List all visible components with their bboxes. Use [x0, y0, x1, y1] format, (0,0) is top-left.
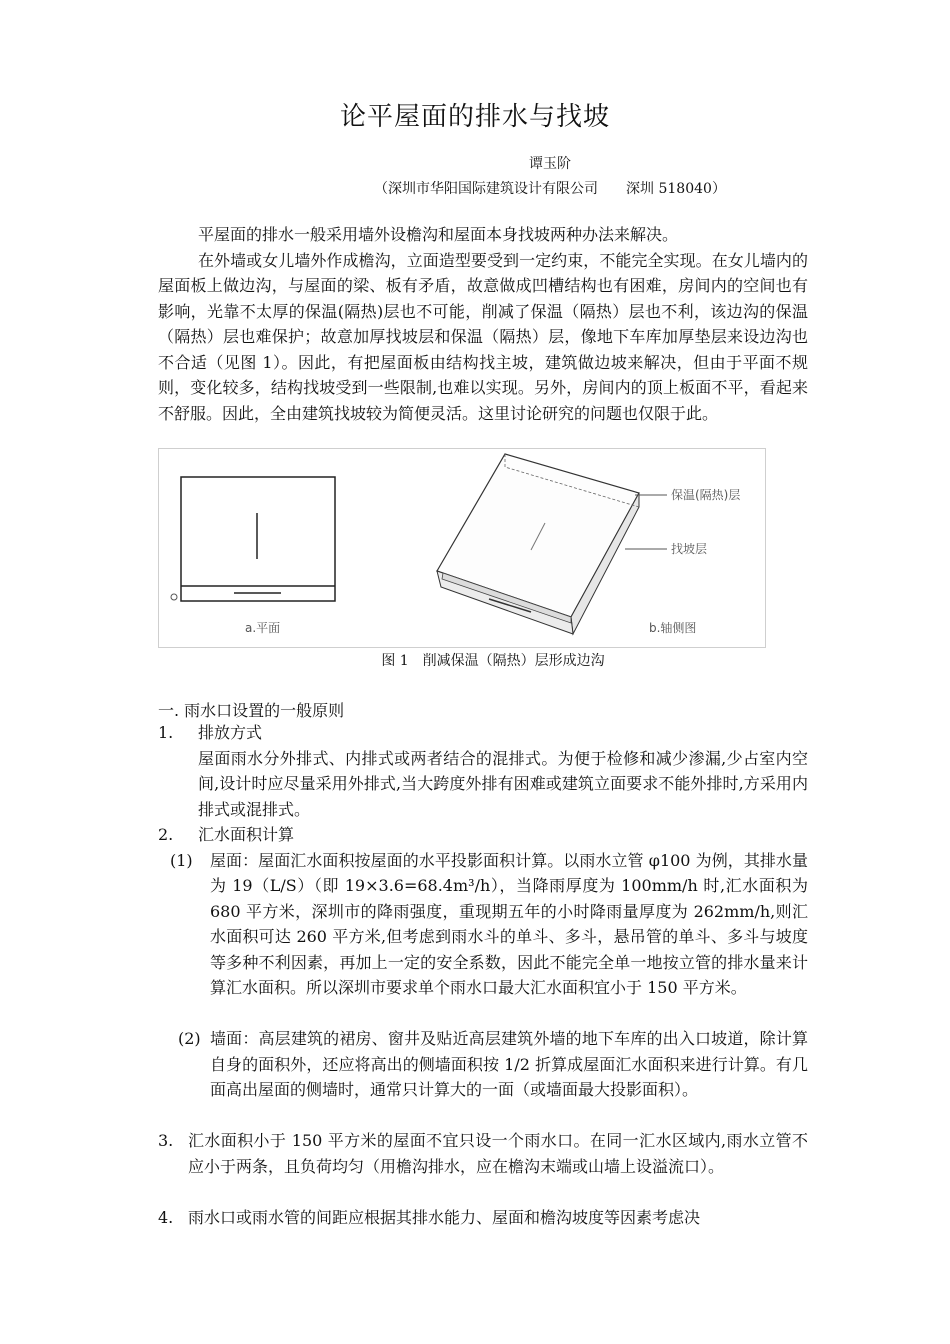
section-1-heading: 一. 雨水口设置的一般原则 [158, 701, 345, 720]
item-3-body: 汇水面积小于 150 平方米的屋面不宜只设一个雨水口。在同一汇水区域内,雨水立管不应小于两条，且负荷均匀（用檐沟排水，应在檐沟末端或山墙上设溢流口）。 [188, 1131, 808, 1176]
plan-drain-marker [171, 594, 177, 600]
sub-item-2-body: 墙面：高层建筑的裙房、窗井及贴近高层建筑外墙的地下车库的出入口坡道，除计算自身的面积外，还应将高出的侧墙面积按 1/2 折算成屋面汇水面积来进行计算。有几面高出屋面的侧墙时，通常只计算大的一面（或墙面最大投影面积）。 [210, 1029, 808, 1099]
intro-paragraph-1: 平屋面的排水一般采用墙外设檐沟和屋面本身找坡两种办法来解决。 [198, 225, 679, 244]
item-4-number: 4. [158, 1208, 174, 1227]
figure-label-a: a.平面 [245, 621, 281, 635]
plan-outline [181, 477, 335, 601]
label-slope-layer: 找坡层 [671, 542, 708, 556]
author-affiliation: （深圳市华阳国际建筑设计有限公司 深圳 518040） [374, 181, 726, 197]
item-4-body: 雨水口或雨水管的间距应根据其排水能力、屋面和檐沟坡度等因素考虑决 [188, 1208, 701, 1227]
axonometric-diagram [437, 454, 667, 634]
author-name: 谭玉阶 [529, 156, 571, 172]
item-1-body: 屋面雨水分外排式、内排式或两者结合的混排式。为便于检修和减少渗漏,少占室内空间,设计时应尽量采用外排式,当大跨度外排有困难或建筑立面要求不能外排时,方采用内排式或混排式。 [198, 748, 808, 819]
label-insulation-layer: 保温(隔热)层 [671, 488, 741, 502]
figure-1 [158, 448, 766, 648]
plan-view-diagram [171, 477, 335, 601]
item-2-title: 汇水面积计算 [198, 825, 295, 844]
item-3-number: 3. [158, 1131, 174, 1150]
sub-item-1-number: (1) [170, 850, 193, 870]
figure-1-drawing [159, 449, 765, 647]
figure-label-b: b.轴侧图 [649, 621, 697, 635]
sub-item-2-number: (2) [178, 1029, 201, 1048]
figure-1-caption: 图 1 削减保温（隔热）层形成边沟 [381, 653, 605, 669]
page-title: 论平屋面的排水与找坡 [339, 102, 610, 132]
item-1-title: 排放方式 [198, 723, 263, 742]
sub-item-1-body: 屋面：屋面汇水面积按屋面的水平投影面积计算。以雨水立管 φ100 为例，其排水量为 19（L/S）（即 19×3.6=68.4m³/h），当降雨厚度为 100mm/h 时,汇水面积为 680 平方米，深圳市的降雨强度，重现期五年的小时降雨量厚度为 262mm/h,则汇水面积可达 260 平方米,但考虑到雨水斗的单斗、多斗，悬吊管的单斗、多斗与坡度等多种不利因素，再加上一定的安全系数，因此不能完全单一地按立管的排水量来计算汇水面积。所以深圳市要求单个雨水口最大汇水面积宜小于 150 平方米。 [210, 850, 808, 997]
item-1-number: 1. [158, 723, 174, 742]
intro-paragraph-2: 在外墙或女儿墙外作成檐沟，立面造型要受到一定约束，不能完全实现。在女儿墙内的屋面板上做边沟，与屋面的梁、板有矛盾，故意做成凹槽结构也有困难，房间内的空间也有影响，光靠不太厚的保温(隔热)层也不可能，削减了保温（隔热）层也不利，该边沟的保温（隔热）层也难保护；故意加厚找坡层和保温（隔热）层，像地下车库加厚垫层来设边沟也不合适（见图 1）。因此，有把屋面板由结构找主坡，建筑做边坡来解决，但由于平面不规则，变化较多，结构找坡受到一些限制,也难以实现。另外，房间内的顶上板面不平，看起来不舒服。因此，全由建筑找坡较为简便灵活。这里讨论研究的问题也仅限于此。 [158, 250, 808, 423]
item-2-number: 2. [158, 825, 174, 844]
